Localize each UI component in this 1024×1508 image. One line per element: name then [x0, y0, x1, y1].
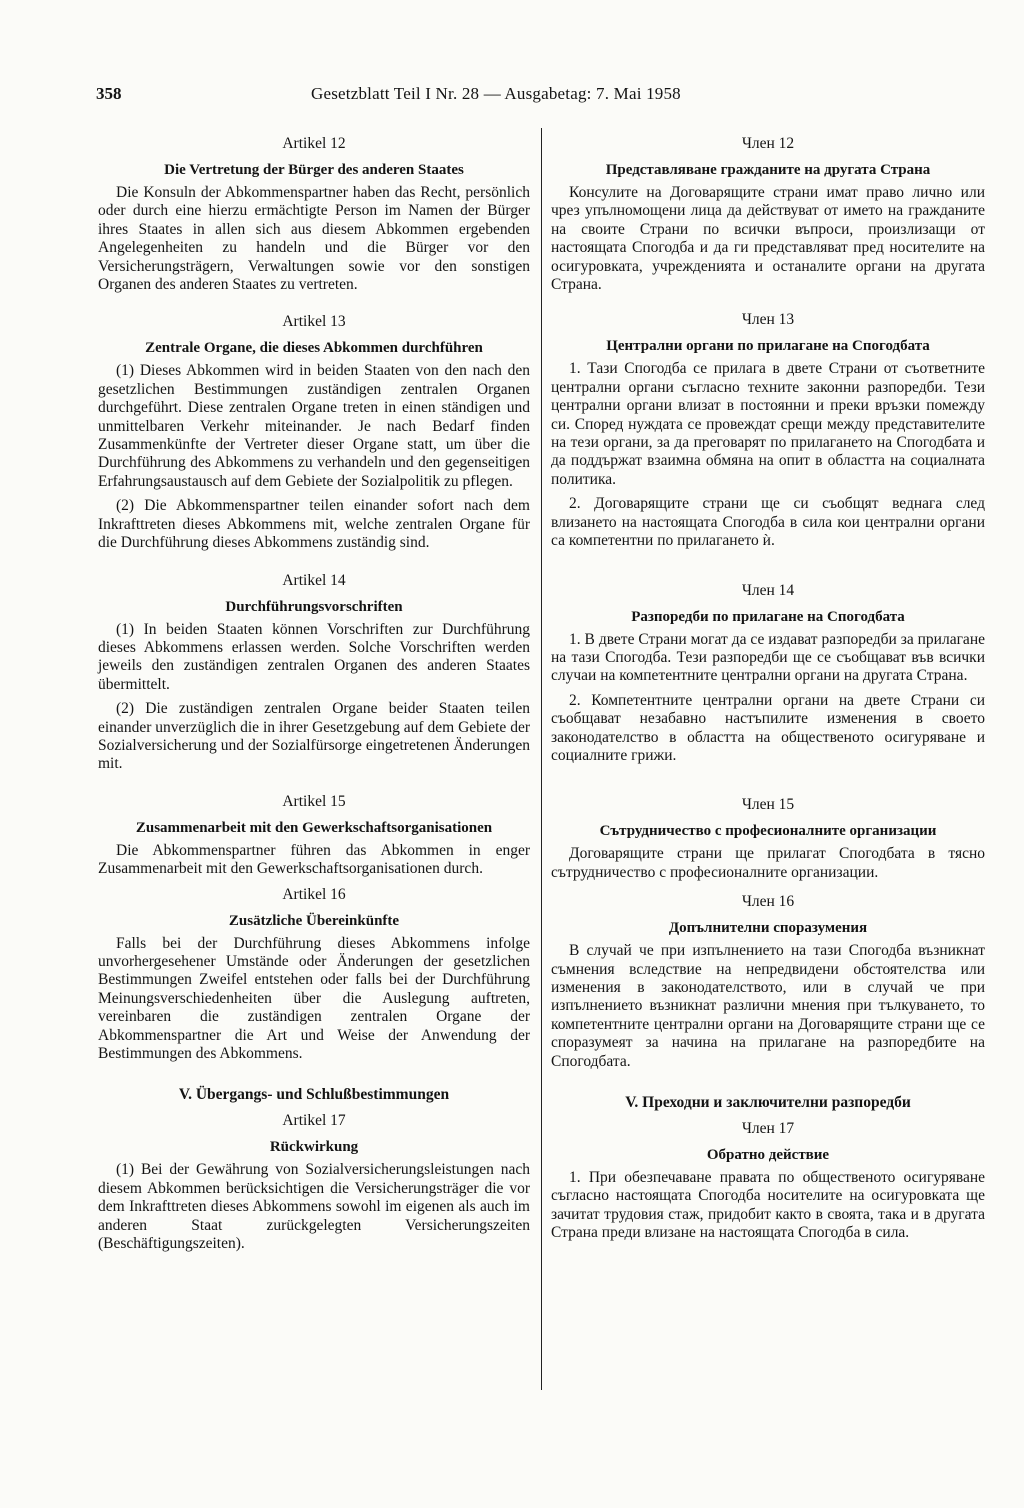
artikel-17: [98, 1111, 530, 1253]
article-heading: Zusammenarbeit mit den Gewerkschaftsorganisationen: [135, 819, 493, 836]
article-title: Член 13: [741, 311, 795, 329]
article-title: Член 14: [741, 581, 795, 599]
article-title: Член 16: [741, 893, 795, 911]
german-column: [98, 134, 530, 1259]
article-heading: Rückwirkung: [269, 1139, 359, 1156]
section-heading: V. Преходни и заключителни разпоредби: [625, 1094, 911, 1111]
article-title: Член 15: [741, 796, 795, 814]
page-number: 358: [96, 84, 122, 103]
article-title: Artikel 16: [282, 885, 346, 903]
chlen-15: [551, 795, 985, 882]
paragraph: Falls bei der Durchführung dieses Abkommens infolge unvorhergesehener Umstände oder Änderungen der gesetzlichen Bestimmungen Zweifel entstehen oder falls bei der Durchführung Meinungsverschiedenheiten über die Auslegung auftreten, vereinbaren die zuständigen zentralen Organe der Abkommenspartner die Art und Weise der Anwendung der Bestimmungen des Abkommens.: [98, 934, 530, 1062]
column-divider: [541, 128, 542, 1390]
artikel-15: [98, 792, 530, 879]
article-title: Artikel 13: [282, 313, 346, 331]
paragraph: (1) In beiden Staaten können Vorschriften zur Durchführung dieses Abkommens erlassen werden. Solche Vorschriften werden jeweils den zuständigen zentralen Organen des anderen Staates übermittelt.: [98, 620, 530, 693]
running-head: Gesetzblatt Teil I Nr. 28 — Ausgabetag: 7. Mai 1958: [311, 84, 681, 103]
chlen-14: [551, 581, 985, 766]
paragraph: Die Abkommenspartner führen das Abkommen in enger Zusammenarbeit mit den Gewerkschaftsorganisationen durch.: [98, 841, 530, 878]
paragraph: 2. Договарящите страни ще си съобщят веднага след влизането на настоящата Спогодба в сила кои централни органи са компетентни по прилагането ѝ.: [551, 495, 985, 550]
paragraph: 1. В двете Страни могат да се издават разпоредби за прилагане на тази Спогодба. Тези разпоредби ще се съобщават във всички случаи на компетентните централни органи на другата Страна.: [551, 630, 985, 685]
article-title: Член 12: [741, 135, 795, 152]
paragraph: 1. При обезпечаване правата по общественото осигуряване съгласно настоящата Спогодба носителите на осигуровката ще зачитат трудовия стаж, придобит както в своята, така и в другата Страна преди влизане на настоящата Спогодба в сила.: [551, 1169, 985, 1242]
bulgarian-column: [551, 134, 985, 1249]
paragraph: Консулите на Договарящите страни имат право лично или чрез упълномощени лица да действуват от името на гражданите на своите Страни по всички въпроси, произлизащи от настоящата Спогодба и да ги представляват пред носителите на осигуровката, учрежденията и останалите органи на другата Страна.: [551, 184, 985, 294]
article-heading: Централни органи по прилагане на Спогодбата: [606, 338, 930, 355]
article-title: Artikel 12: [282, 135, 346, 152]
article-heading: Die Vertretung der Bürger des anderen Staates: [164, 162, 464, 178]
paragraph: Договарящите страни ще прилагат Спогодбата в тясно сътрудничество с професионалните организации.: [551, 845, 985, 881]
artikel-12: [98, 134, 530, 294]
article-heading: Zusätzliche Übereinkünfte: [228, 912, 400, 929]
chlen-13: [551, 310, 985, 550]
chlen-12: [551, 134, 985, 294]
artikel-14: [98, 571, 530, 774]
article-heading: Обратно действие: [706, 1147, 830, 1163]
section-heading: V. Übergangs- und Schlußbestimmungen: [178, 1086, 450, 1104]
artikel-13: [98, 312, 530, 552]
article-title: Член 17: [741, 1120, 795, 1137]
article-heading: Durchführungsvorschriften: [225, 598, 403, 615]
paragraph: 2. Компетентните централни органи на двете Страни си съобщават незабавно настъпилите изменения в своето законодателство в областта на общественото осигуряване и социалните грижи.: [551, 691, 985, 764]
paragraph: (1) Dieses Abkommen wird in beiden Staaten von den nach den gesetzlichen Bestimmungen zuständigen zentralen Organen durchgeführt. Diese zentralen Organe treten in einen ständigen und unmittelbaren Verkehr miteinander. Je nach Bedarf finden Zusammenkünfte der Vertreter dieser Organe statt, um über die Durchführung des Abkommens zu verhandeln und den gegenseitigen Erfahrungsaustausch auf dem Gebiete der Sozialpolitik zu pflegen.: [98, 362, 530, 490]
article-heading: Разпоредби по прилагане на Спогодбата: [631, 608, 905, 625]
artikel-16: [98, 885, 530, 1064]
article-heading: Сътрудничество с професионалните организации: [599, 823, 937, 840]
article-title: Artikel 17: [282, 1112, 346, 1130]
article-title: Artikel 14: [282, 571, 346, 589]
chlen-16: [551, 892, 985, 1071]
article-title: Artikel 15: [282, 792, 346, 810]
page-header: [96, 84, 956, 114]
paragraph: В случай че при изпълнението на тази Спогодба възникнат съмнения вследствие на непредвидени обстоятелства или изменения в законодателството, или в случай че при изпълнението възникнат различни мнения при тълкуването, то компетентните централни органи на Договарящите страни ще се споразумеят за начина на прилагане на разпоредбите на Спогодбата.: [551, 942, 985, 1070]
paragraph: (2) Die Abkommenspartner teilen einander sofort nach dem Inkrafttreten dieses Abkommens mit, welche zentralen Organe für die Durchführung dieses Abkommens zuständig sind.: [98, 497, 530, 552]
paragraph: Die Konsuln der Abkommenspartner haben das Recht, persönlich oder durch eine hierzu ermächtigte Person im Namen der Bürger ihres Staates in allen sich aus diesem Abkommen ergebenden Angelegenheiten zu handeln und die Bürger vor den Versicherungsträgern, Verwaltungen sowie vor den sonstigen Organen des anderen Staates zu vertreten.: [98, 184, 530, 294]
paragraph: (2) Die zuständigen zentralen Organe beider Staaten teilen einander unverzüglich die in ihrer Gesetzgebung auf dem Gebiete der Sozialversicherung und der Sozialfürsorge eingetretenen Änderungen mit.: [98, 700, 530, 773]
article-heading: Допълнителни споразумения: [668, 920, 868, 937]
article-heading: Zentrale Organe, die dieses Abkommen durchführen: [145, 340, 483, 357]
paragraph: (1) Bei der Gewährung von Sozialversicherungsleistungen nach diesem Abkommen berücksichtigen die Versicherungsträger die vor dem Inkrafttreten dieses Abkommens sowohl im eigenen als auch im anderen Staat zurückgelegten Versicherungszeiten (Beschäftigungszeiten).: [98, 1161, 530, 1253]
chlen-17: [551, 1119, 985, 1243]
article-heading: Представляване гражданите на другата Страна: [605, 162, 931, 178]
paragraph: 1. Тази Спогодба се прилага в двете Страни от съответните централни органи съгласно техните законни разпоредби. Тези централни органи влизат в постоянни и преки връзки помежду си. Според нуждата се провеждат срещи между представителите на тези органи, за да преговарят по прилагането на Спогодбата и да поддържат взаимна обмяна на опит в областта на социалната политика.: [551, 360, 985, 488]
